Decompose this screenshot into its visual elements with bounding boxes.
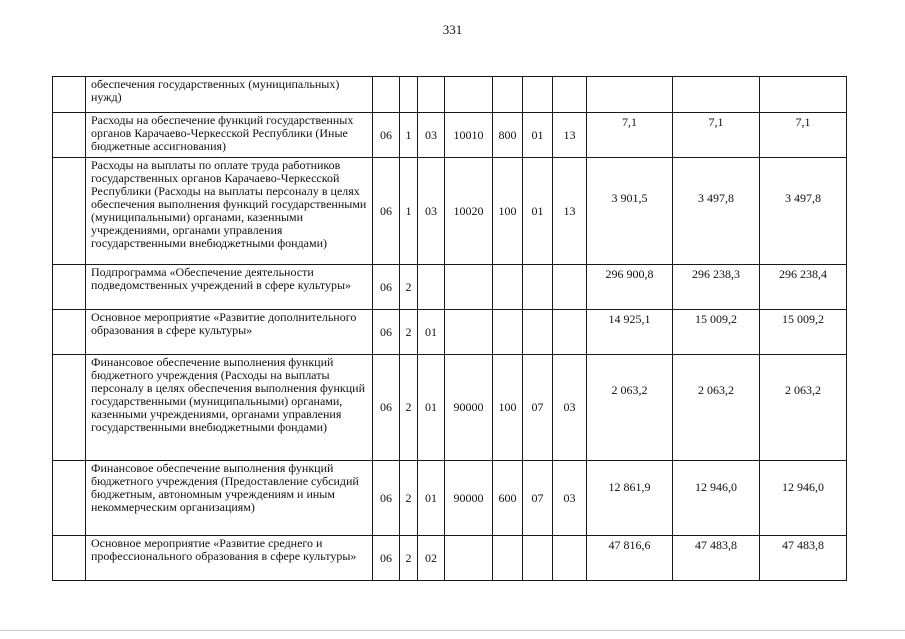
subprogram-code-cell: 1	[400, 113, 418, 158]
subprogram-code-cell: 2	[400, 265, 418, 310]
budget-table	[52, 76, 847, 581]
page-number: 331	[442, 22, 463, 37]
direction-code-cell	[445, 265, 493, 310]
amount-year-1-cell	[587, 77, 673, 113]
expense-name-cell: Расходы на обеспечение функций государственных органов Карачаево-Черкесской Республики (Иные бюджетные ассигнования)	[86, 113, 373, 158]
direction-code-cell: 90000	[445, 461, 493, 536]
table-row	[53, 265, 847, 310]
direction-code-cell: 90000	[445, 355, 493, 461]
table-row	[53, 158, 847, 265]
subsection-code-cell	[553, 265, 587, 310]
section-code-cell	[523, 536, 553, 581]
section-code-cell	[523, 77, 553, 113]
subprogram-code-cell: 2	[400, 355, 418, 461]
subprogram-code-cell: 2	[400, 310, 418, 355]
expense-type-code-cell: 100	[493, 158, 523, 265]
amount-year-2-cell: 2 063,2	[673, 355, 760, 461]
ministry-code-cell: 06	[373, 355, 400, 461]
measure-code-cell: 01	[418, 461, 445, 536]
amount-year-3-cell: 296 238,4	[760, 265, 847, 310]
row-number-cell	[53, 355, 86, 461]
ministry-code-cell	[373, 77, 400, 113]
measure-code-cell: 02	[418, 536, 445, 581]
table-row	[53, 536, 847, 581]
section-code-cell: 07	[523, 355, 553, 461]
amount-year-1-cell: 7,1	[587, 113, 673, 158]
amount-year-2-cell: 12 946,0	[673, 461, 760, 536]
measure-code-cell: 03	[418, 158, 445, 265]
expense-type-code-cell	[493, 310, 523, 355]
amount-year-3-cell: 2 063,2	[760, 355, 847, 461]
row-number-cell	[53, 158, 86, 265]
measure-code-cell	[418, 265, 445, 310]
amount-year-2-cell: 15 009,2	[673, 310, 760, 355]
row-number-cell	[53, 265, 86, 310]
amount-year-2-cell: 7,1	[673, 113, 760, 158]
direction-code-cell	[445, 77, 493, 113]
expense-type-code-cell	[493, 536, 523, 581]
measure-code-cell	[418, 77, 445, 113]
ministry-code-cell: 06	[373, 113, 400, 158]
expense-type-code-cell	[493, 77, 523, 113]
ministry-code-cell: 06	[373, 158, 400, 265]
direction-code-cell: 10010	[445, 113, 493, 158]
expense-type-code-cell: 600	[493, 461, 523, 536]
amount-year-3-cell: 3 497,8	[760, 158, 847, 265]
expense-type-code-cell: 100	[493, 355, 523, 461]
section-code-cell: 01	[523, 158, 553, 265]
subsection-code-cell	[553, 536, 587, 581]
section-code-cell	[523, 310, 553, 355]
amount-year-3-cell: 15 009,2	[760, 310, 847, 355]
expense-name-cell: Расходы на выплаты по оплате труда работников государственных органов Карачаево-Черкесской Республики (Расходы на выплаты персоналу в целях обеспечения выполнения функций государственными (муниципальными) органами, казенными учреждениями, органами управления государственными внебюджетными фондами)	[86, 158, 373, 265]
table-row	[53, 77, 847, 113]
expense-type-code-cell: 800	[493, 113, 523, 158]
expense-name-cell: Финансовое обеспечение выполнения функций бюджетного учреждения (Предоставление субсидий бюджетным, автономным учреждениям и иным некоммерческим организациям)	[86, 461, 373, 536]
amount-year-1-cell: 3 901,5	[587, 158, 673, 265]
ministry-code-cell: 06	[373, 461, 400, 536]
subsection-code-cell: 03	[553, 355, 587, 461]
measure-code-cell: 01	[418, 355, 445, 461]
amount-year-1-cell: 12 861,9	[587, 461, 673, 536]
amount-year-1-cell: 2 063,2	[587, 355, 673, 461]
section-code-cell: 07	[523, 461, 553, 536]
expense-type-code-cell	[493, 265, 523, 310]
expense-name-cell: Финансовое обеспечение выполнения функций бюджетного учреждения (Расходы на выплаты персоналу в целях обеспечения выполнения функций государственными (муниципальными) органами, казенными учреждениями, органами управления государственными внебюджетными фондами)	[86, 355, 373, 461]
table-row	[53, 113, 847, 158]
table-row	[53, 355, 847, 461]
amount-year-2-cell: 3 497,8	[673, 158, 760, 265]
row-number-cell	[53, 536, 86, 581]
direction-code-cell	[445, 310, 493, 355]
subsection-code-cell: 13	[553, 113, 587, 158]
expense-name-cell: Основное мероприятие «Развитие среднего и профессионального образования в сфере культуры»	[86, 536, 373, 581]
section-code-cell: 01	[523, 113, 553, 158]
subsection-code-cell: 13	[553, 158, 587, 265]
subprogram-code-cell: 2	[400, 461, 418, 536]
amount-year-3-cell: 47 483,8	[760, 536, 847, 581]
measure-code-cell: 01	[418, 310, 445, 355]
amount-year-3-cell: 7,1	[760, 113, 847, 158]
section-code-cell	[523, 265, 553, 310]
row-number-cell	[53, 77, 86, 113]
row-number-cell	[53, 113, 86, 158]
table-row	[53, 461, 847, 536]
expense-name-cell: Основное мероприятие «Развитие дополнительного образования в сфере культуры»	[86, 310, 373, 355]
direction-code-cell	[445, 536, 493, 581]
scan-edge-line	[0, 630, 905, 631]
ministry-code-cell: 06	[373, 265, 400, 310]
subprogram-code-cell	[400, 77, 418, 113]
subsection-code-cell	[553, 310, 587, 355]
direction-code-cell: 10020	[445, 158, 493, 265]
amount-year-3-cell: 12 946,0	[760, 461, 847, 536]
amount-year-1-cell: 14 925,1	[587, 310, 673, 355]
subprogram-code-cell: 2	[400, 536, 418, 581]
amount-year-1-cell: 47 816,6	[587, 536, 673, 581]
expense-name-cell: Подпрограмма «Обеспечение деятельности подведомственных учреждений в сфере культуры»	[86, 265, 373, 310]
subprogram-code-cell: 1	[400, 158, 418, 265]
expense-name-cell: обеспечения государственных (муниципальных) нужд)	[86, 77, 373, 113]
amount-year-2-cell: 296 238,3	[673, 265, 760, 310]
amount-year-1-cell: 296 900,8	[587, 265, 673, 310]
measure-code-cell: 03	[418, 113, 445, 158]
amount-year-2-cell	[673, 77, 760, 113]
table-row	[53, 310, 847, 355]
amount-year-2-cell: 47 483,8	[673, 536, 760, 581]
row-number-cell	[53, 310, 86, 355]
amount-year-3-cell	[760, 77, 847, 113]
ministry-code-cell: 06	[373, 536, 400, 581]
ministry-code-cell: 06	[373, 310, 400, 355]
subsection-code-cell: 03	[553, 461, 587, 536]
row-number-cell	[53, 461, 86, 536]
subsection-code-cell	[553, 77, 587, 113]
